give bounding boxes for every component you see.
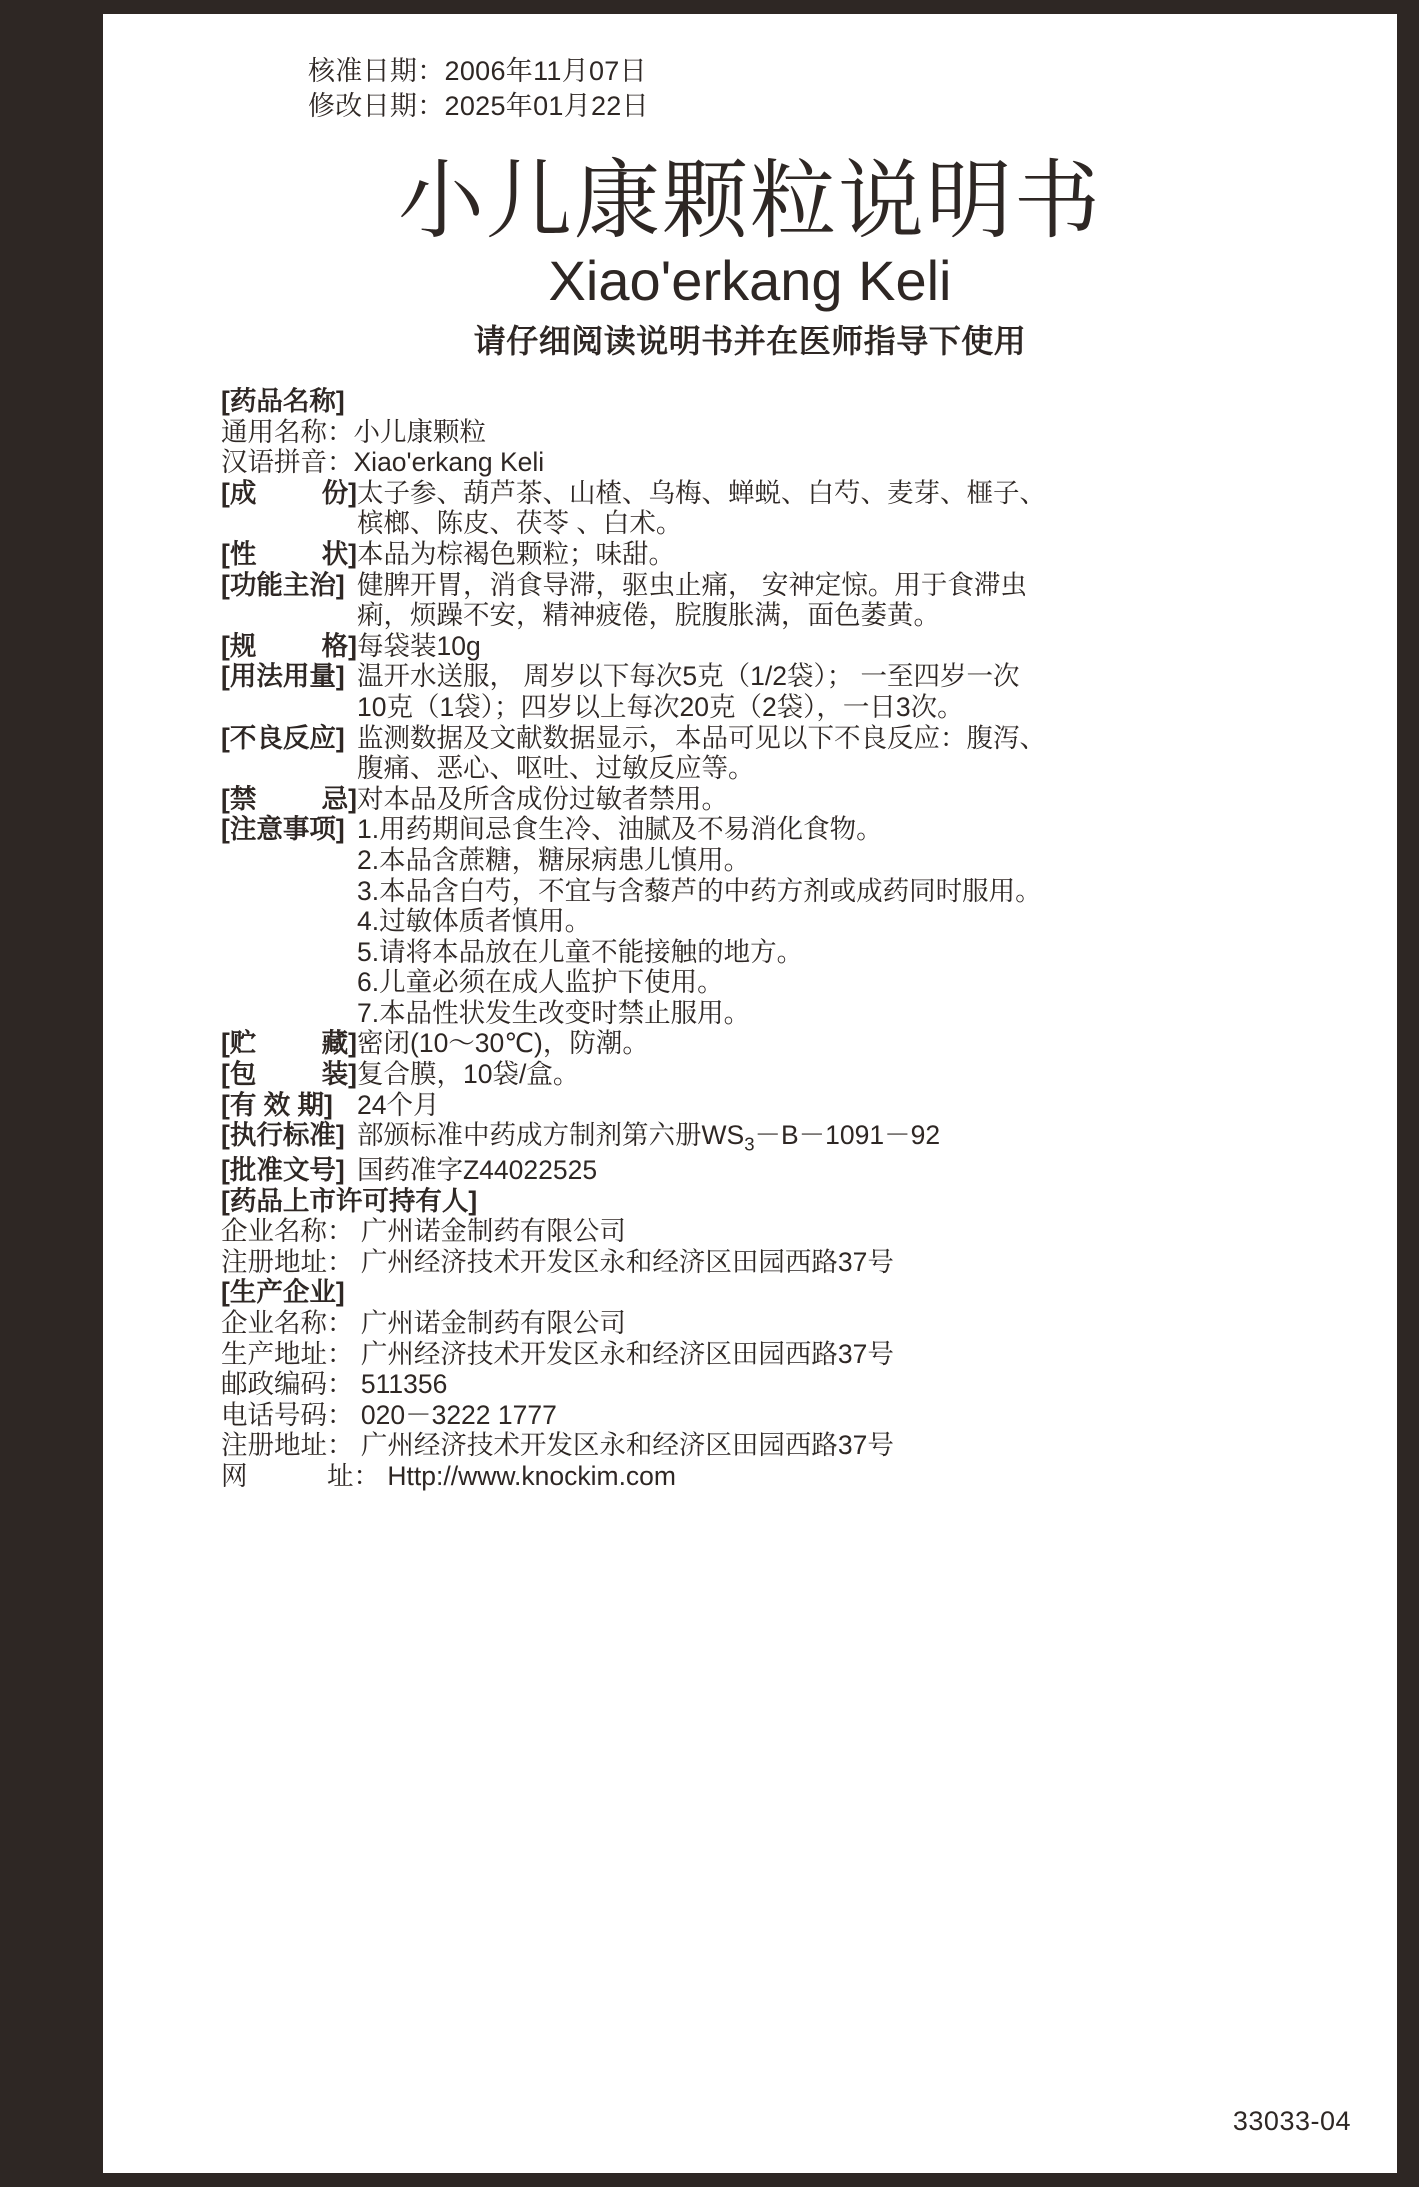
section-label-package bbox=[221, 1059, 357, 1090]
dosage-line-1: 温开水送服， 周岁以下每次5克（1/2袋）； 一至四岁一次 bbox=[357, 661, 1020, 692]
manufacturer-company: 企业名称： 广州诺金制药有限公司 bbox=[221, 1307, 626, 1338]
label-part-1: [规 bbox=[221, 630, 257, 661]
section-shelf-life bbox=[221, 1090, 1281, 1121]
page-title: 小儿康颗粒说明书 bbox=[398, 153, 1102, 249]
section-label-precautions: [注意事项] bbox=[221, 814, 345, 845]
label-part-2: 装] bbox=[321, 1059, 357, 1090]
standard-text-post: －B－1091－92 bbox=[754, 1120, 941, 1151]
precaution-item: 3.本品含白芍，不宜与含藜芦的中药方剂或成药同时服用。 bbox=[357, 875, 1042, 906]
website-label: 网 址： bbox=[221, 1460, 380, 1491]
section-label-storage bbox=[221, 1028, 357, 1059]
pinyin-name: 汉语拼音：Xiao'erkang Keli bbox=[221, 447, 545, 478]
section-approval-number bbox=[221, 1155, 1281, 1186]
section-contraindications bbox=[221, 784, 1281, 815]
section-indications bbox=[221, 570, 1281, 601]
standard-text bbox=[357, 1120, 1281, 1155]
ingredients-line-2: 槟榔、陈皮、茯苓 、白术。 bbox=[357, 508, 683, 539]
section-label-ingredients bbox=[221, 478, 357, 509]
standard-subscript: 3 bbox=[744, 1133, 755, 1155]
adverse-line-1: 监测数据及文献数据显示，本品可见以下不良反应：腹泻、 bbox=[357, 722, 1046, 753]
approval-date: 核准日期：2006年11月07日 bbox=[308, 56, 647, 86]
label-part-1: [贮 bbox=[221, 1028, 257, 1059]
precaution-item: 5.请将本品放在儿童不能接触的地方。 bbox=[357, 936, 804, 967]
label-part-1: [成 bbox=[221, 477, 257, 508]
precaution-item: 6.儿童必须在成人监护下使用。 bbox=[357, 967, 724, 998]
precaution-item: 1.用药期间忌食生冷、油腻及不易消化食物。 bbox=[357, 814, 883, 845]
section-label-adverse-reactions: [不良反应] bbox=[221, 722, 345, 753]
mah-address: 注册地址： 广州经济技术开发区永和经济区田园西路37号 bbox=[221, 1246, 894, 1277]
page-title-pinyin: Xiao'erkang Keli bbox=[548, 249, 952, 312]
manufacturer-address: 生产地址： 广州经济技术开发区永和经济区田园西路37号 bbox=[221, 1338, 894, 1369]
ingredients-line-1: 太子参、葫芦茶、山楂、乌梅、蝉蜕、白芍、麦芽、榧子、 bbox=[357, 477, 1046, 508]
label-part-1: [禁 bbox=[221, 783, 257, 814]
precaution-item: 7.本品性状发生改变时禁止服用。 bbox=[357, 997, 751, 1028]
label-part-2: 格] bbox=[321, 630, 357, 661]
section-package bbox=[221, 1059, 1281, 1090]
label-part-1: [性 bbox=[221, 538, 257, 569]
storage-text: 密闭(10～30℃)，防潮。 bbox=[357, 1028, 649, 1059]
label-part-2: 份] bbox=[321, 477, 357, 508]
section-label-shelf-life: [有 效 期] bbox=[221, 1089, 333, 1120]
section-label-specification bbox=[221, 631, 357, 662]
precaution-item: 2.本品含蔗糖，糖尿病患儿慎用。 bbox=[357, 844, 751, 875]
label-part-2: 状] bbox=[321, 538, 357, 569]
indications-line-1: 健脾开胃，消食导滞，驱虫止痛， 安神定惊。用于食滞虫 bbox=[357, 569, 1027, 600]
label-part-1: [包 bbox=[221, 1059, 257, 1090]
manufacturer-registered-address: 注册地址： 广州经济技术开发区永和经济区田园西路37号 bbox=[221, 1430, 894, 1461]
precaution-item: 4.过敏体质者慎用。 bbox=[357, 906, 592, 937]
shelf-life-text: 24个月 bbox=[357, 1089, 440, 1120]
section-label-manufacturer: [生产企业] bbox=[221, 1277, 345, 1308]
section-label-dosage: [用法用量] bbox=[221, 661, 345, 692]
insert-sheet bbox=[103, 14, 1397, 2173]
section-label-approval-number: [批准文号] bbox=[221, 1154, 345, 1185]
section-label-mah: [药品上市许可持有人] bbox=[221, 1185, 478, 1216]
section-adverse-reactions bbox=[221, 723, 1281, 754]
section-label-indications: [功能主治] bbox=[221, 569, 345, 600]
website-url: Http://www.knockim.com bbox=[387, 1460, 676, 1491]
package-text: 复合膜，10袋/盒。 bbox=[357, 1059, 580, 1090]
contraindications-text: 对本品及所含成份过敏者禁用。 bbox=[357, 783, 728, 814]
dosage-line-2: 10克（1袋）；四岁以上每次20克（2袋），一日3次。 bbox=[357, 691, 964, 722]
section-label-standard: [执行标准] bbox=[221, 1120, 345, 1151]
approval-number-text: 国药准字Z44022525 bbox=[357, 1154, 598, 1185]
frame-band-right bbox=[1397, 0, 1419, 2187]
manufacturer-postcode: 邮政编码： 511356 bbox=[221, 1369, 448, 1400]
section-storage bbox=[221, 1028, 1281, 1059]
header-dates bbox=[308, 54, 649, 124]
section-standard bbox=[221, 1120, 1281, 1155]
frame-band-left bbox=[0, 0, 103, 2187]
insert-body bbox=[221, 386, 1281, 1491]
properties-text: 本品为棕褐色颗粒；味甜。 bbox=[357, 538, 675, 569]
label-part-2: 藏] bbox=[321, 1028, 357, 1059]
footer-code: 33033-04 bbox=[1232, 2106, 1351, 2136]
section-specification bbox=[221, 631, 1281, 662]
section-label-drug-name: [药品名称] bbox=[221, 386, 345, 416]
manufacturer-website-row bbox=[221, 1461, 1281, 1492]
section-dosage bbox=[221, 661, 1281, 692]
generic-name: 通用名称：小儿康颗粒 bbox=[221, 416, 486, 447]
frame-band-bottom bbox=[0, 2173, 1419, 2187]
specification-text: 每袋装10g bbox=[357, 630, 481, 661]
section-precautions bbox=[221, 814, 1281, 845]
indications-line-2: 痢，烦躁不安，精神疲倦，脘腹胀满，面色萎黄。 bbox=[357, 600, 940, 631]
label-part-2: 忌] bbox=[321, 783, 357, 814]
section-properties bbox=[221, 539, 1281, 570]
frame-band-top bbox=[0, 0, 1419, 14]
section-ingredients bbox=[221, 478, 1281, 509]
adverse-line-2: 腹痛、恶心、呕吐、过敏反应等。 bbox=[357, 753, 755, 784]
read-carefully-note: 请仔细阅读说明书并在医师指导下使用 bbox=[473, 323, 1027, 359]
revision-date: 修改日期：2025年01月22日 bbox=[308, 91, 649, 122]
mah-company: 企业名称： 广州诺金制药有限公司 bbox=[221, 1216, 626, 1247]
section-label-properties bbox=[221, 539, 357, 570]
standard-text-pre: 部颁标准中药成方制剂第六册WS bbox=[357, 1120, 745, 1151]
manufacturer-phone: 电话号码： 020－3222 1777 bbox=[221, 1399, 557, 1430]
section-label-contraindications bbox=[221, 784, 357, 815]
